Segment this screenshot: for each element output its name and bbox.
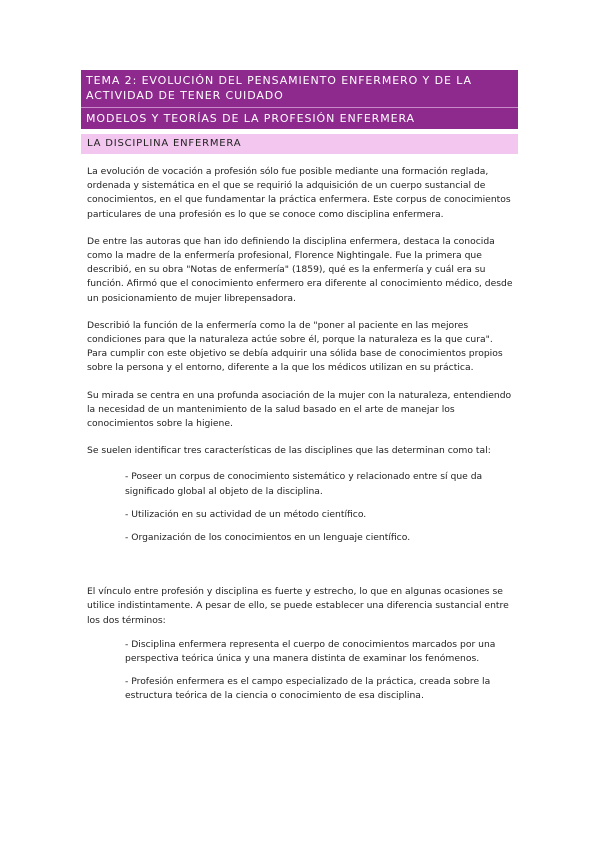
paragraph-4: Su mirada se centra en una profunda asociación de la mujer con la naturaleza, entendiendo la necesidad de un mantenimiento de la salud basado en el arte de manejar los conocimientos sobre la higiene. (87, 389, 512, 430)
spacer (87, 554, 514, 572)
paragraph-3: Describió la función de la enfermería como la de "poner al paciente en las mejores condiciones para que la naturaleza actúe sobre él, porque la naturaleza es la que cura". Para cumplir con este objetivo se debía adquirir una sólida base de conocimientos propios sobre la persona y el entorno, diferente a la que los médicos utilizan en su práctica. (87, 319, 503, 374)
list-item: - Utilización en su actividad de un método científico. (125, 508, 367, 520)
characteristics-list (87, 470, 514, 545)
chapter-subtitle: MODELOS Y TEORÍAS DE LA PROFESIÓN ENFERMERA (86, 112, 415, 125)
list-item: - Profesión enfermera es el campo especializado de la práctica, creada sobre la estructura teórica de la ciencia o conocimiento de esa disciplina. (125, 676, 491, 702)
chapter-header (81, 70, 518, 129)
chapter-title: TEMA 2: EVOLUCIÓN DEL PENSAMIENTO ENFERMERO Y DE LA ACTIVIDAD DE TENER CUIDADO (86, 74, 472, 102)
list-item: - Organización de los conocimientos en un lenguaje científico. (125, 532, 411, 544)
paragraph-2: De entre las autoras que han ido definiendo la disciplina enfermera, destaca la conocida como la madre de la enfermería profesional, Florence Nightingale. Fue la primera que describió, en su obra "Notas de enfermería" (1859), qué es la enfermería y cuál era su función. Afirmó que el conocimiento enfermero era diferente al conocimiento médico, desde un posicionamiento de mujer librepensadora. (87, 235, 513, 304)
paragraph-5: Se suelen identificar tres características de las disciplines que las determinan como tal: (87, 445, 491, 457)
document-body (81, 154, 518, 704)
section-title: LA DISCIPLINA ENFERMERA (81, 134, 518, 154)
paragraph-1: La evolución de vocación a profesión sólo fue posible mediante una formación reglada, ordenada y sistemática en el que se requirió la adquisición de un cuerpo sustancial de conocimientos, en el que fundamentar la práctica enfermera. Este corpus de conocimientos particulares de una profesión es lo que se conoce como disciplina enfermera. (87, 166, 511, 220)
list-item: - Disciplina enfermera representa el cuerpo de conocimientos marcados por una perspectiva teórica única y una manera distinta de examinar los fenómenos. (125, 638, 496, 665)
list-item: - Poseer un corpus de conocimiento sistemático y relacionado entre sí que da significado global al objeto de la disciplina. (125, 471, 483, 497)
paragraph-6: El vínculo entre profesión y disciplina es fuerte y estrecho, lo que en algunas ocasiones se utilice indistintamente. A pesar de ello, se puede establecer una diferencia sustancial entre los dos términos: (87, 586, 509, 626)
document-page (81, 70, 518, 713)
definitions-list (87, 638, 514, 704)
